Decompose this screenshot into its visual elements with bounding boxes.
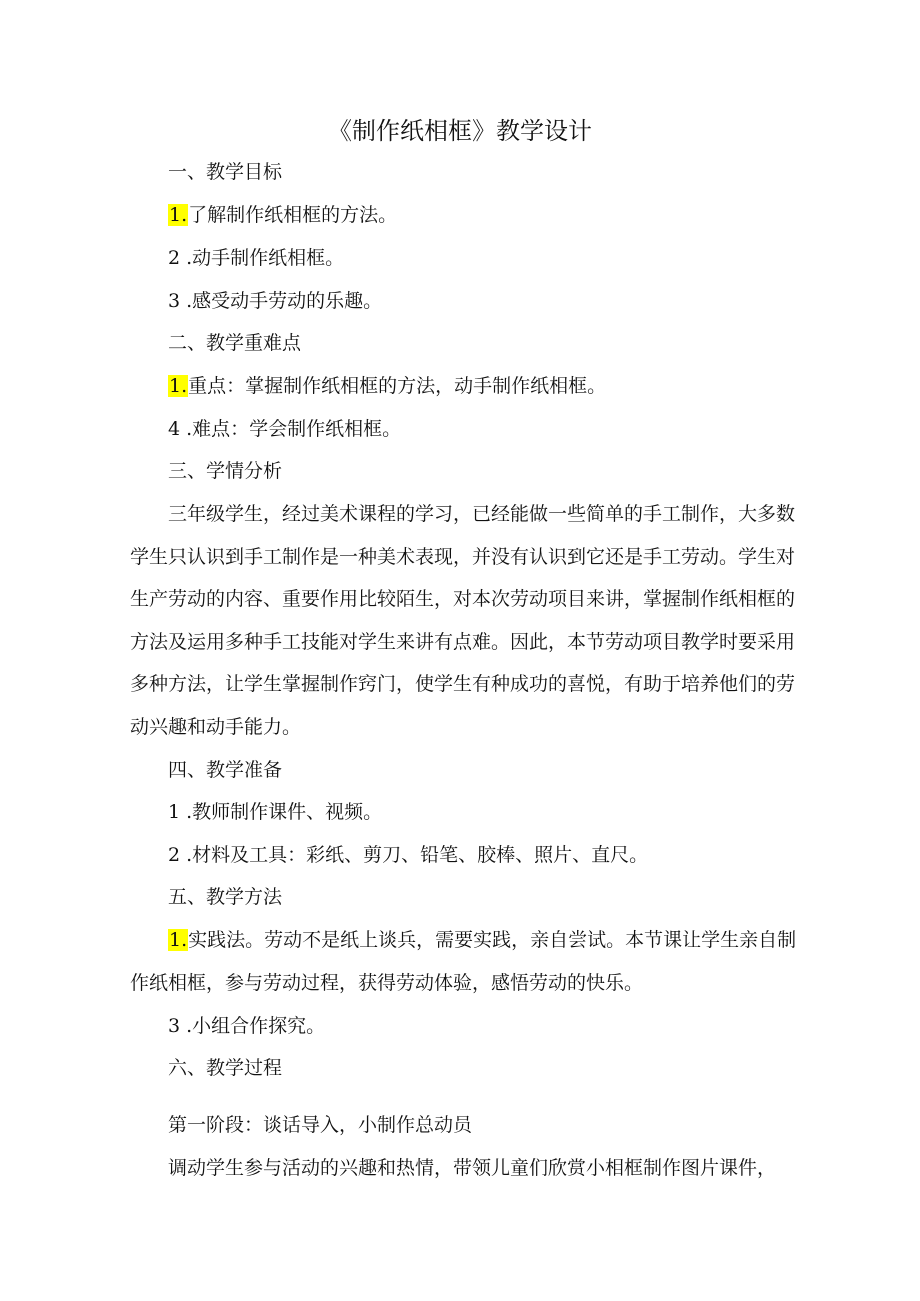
heading-student-analysis: 三、学情分析 xyxy=(168,460,283,482)
heading-teaching-prep: 四、教学准备 xyxy=(168,759,283,781)
prep-item-1: 1 .教师制作课件、视频。 xyxy=(168,801,383,823)
key-point-item-1-text: 重点：掌握制作纸相框的方法，动手制作纸相框。 xyxy=(188,375,607,397)
goal-item-3: 3 .感受动手劳动的乐趣。 xyxy=(168,290,383,312)
highlighted-number: 1. xyxy=(169,929,188,951)
method-item-2: 3 .小组合作探究。 xyxy=(168,1015,326,1037)
heading-teaching-goals: 一、教学目标 xyxy=(168,161,283,183)
stage-1-heading: 第一阶段：谈话导入，小制作总动员 xyxy=(168,1114,473,1136)
method-item-1 xyxy=(130,919,810,1004)
key-point-item-2: 4 .难点：学会制作纸相框。 xyxy=(168,418,402,440)
stage-1-paragraph: 调动学生参与活动的兴趣和热情，带领儿童们欣赏小相框制作图片课件， xyxy=(168,1157,777,1179)
key-point-item-1 xyxy=(168,372,808,400)
highlighted-number: 1. xyxy=(169,375,188,397)
highlighted-number: 1. xyxy=(169,204,188,226)
document-title: 《制作纸相框》教学设计 xyxy=(328,117,592,145)
goal-item-2: 2 .动手制作纸相框。 xyxy=(168,247,345,269)
student-analysis-paragraph: 三年级学生，经过美术课程的学习，已经能做一些简单的手工制作，大多数学生只认识到手工制作是一种美术表现，并没有认识到它还是手工劳动。学生对生产劳动的内容、重要作用比较陌生，对本次劳动项目来讲，掌握制作纸相框的方法及运用多种手工技能对学生来讲有点难。因此，本节劳动项目教学时要采用多种方法，让学生掌握制作窍门，使学生有种成功的喜悦，有助于培养他们的劳动兴趣和动手能力。 xyxy=(130,503,796,738)
goal-item-1-text: 了解制作纸相框的方法。 xyxy=(188,204,398,226)
heading-teaching-methods: 五、教学方法 xyxy=(168,886,283,908)
heading-teaching-process: 六、教学过程 xyxy=(168,1057,283,1079)
method-item-1-text: 实践法。劳动不是纸上谈兵，需要实践，亲自尝试。本节课让学生亲自制作纸相框，参与劳动过程，获得劳动体验，感悟劳动的快乐。 xyxy=(130,929,797,994)
heading-key-points: 二、教学重难点 xyxy=(168,332,302,354)
prep-item-2: 2 .材料及工具：彩纸、剪刀、铅笔、胶棒、照片、直尺。 xyxy=(168,844,649,866)
goal-item-1 xyxy=(168,201,808,229)
